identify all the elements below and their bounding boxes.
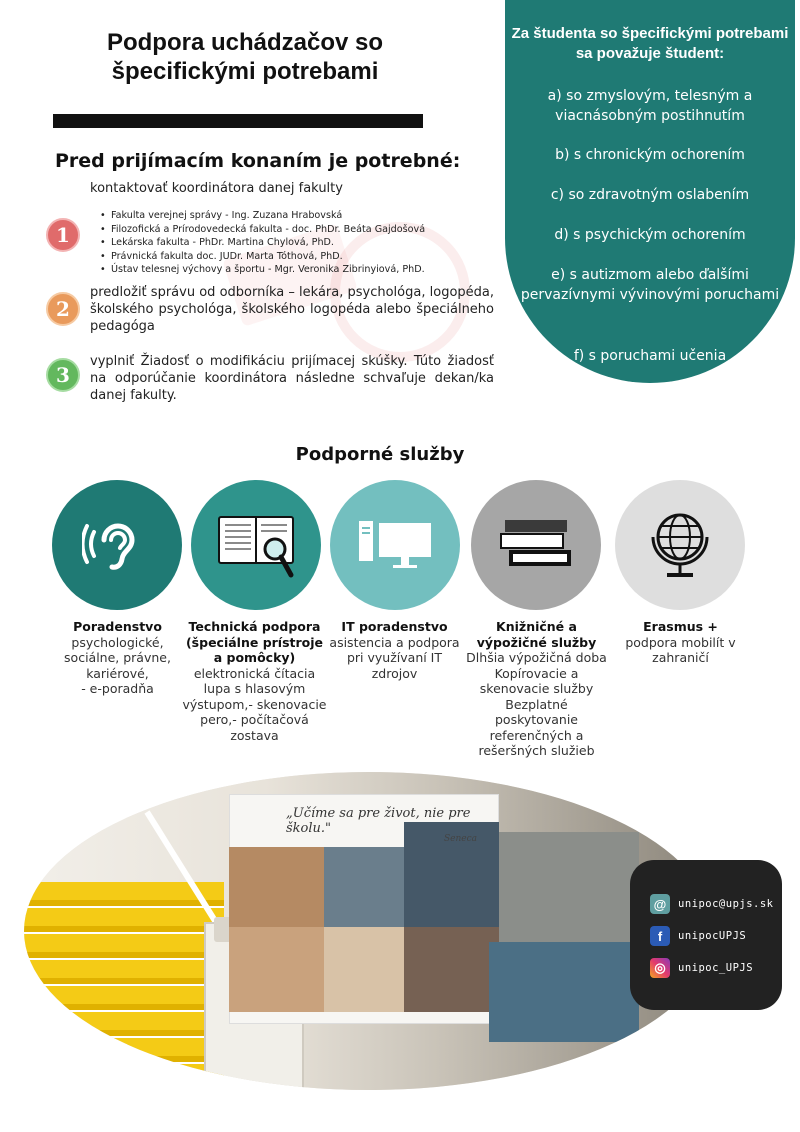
service-desc-line: skenovacie služby (479, 681, 594, 696)
service-desc-line: podpora mobilít v (625, 634, 736, 650)
photo-tile (324, 927, 404, 1012)
contact-box (630, 860, 782, 1010)
service-desc-line: referenčných a (489, 727, 584, 743)
service-desc-line: elektronická čítacia (193, 665, 316, 681)
step-number-2-badge: 2 (46, 292, 80, 326)
services-title: Podporné služby (295, 444, 465, 465)
photo-tile (229, 847, 324, 927)
before-admission-heading: Pred prijímacím konaním je potrebné: (55, 150, 461, 172)
book-magnifier-icon (191, 480, 321, 610)
faculty-item: • Lekárska fakulta - PhDr. Martina Chylová, PhD. (100, 236, 425, 250)
photo-tile (499, 832, 639, 942)
wall-quote: „Učíme sa pre život, nie pre školu." (286, 806, 471, 836)
service-desc-line: kariérové, (86, 665, 149, 681)
service-erasmus (608, 619, 753, 666)
service-desc-line: sociálne, právne, (64, 650, 171, 665)
service-counseling (45, 619, 190, 697)
books-stack-icon (471, 480, 601, 610)
definition-item: f) s poruchami učenia (573, 348, 727, 364)
contact-facebook-row[interactable] (650, 926, 746, 946)
step-1-intro: kontaktovať koordinátora danej fakulty (90, 181, 343, 196)
service-desc-line: Bezplatné poskytovanie (495, 696, 578, 727)
service-it-counseling (322, 619, 467, 681)
photo-yellow-stairs (24, 882, 224, 1090)
step-3-text: vyplniť Žiadosť o modifikáciu prijímacej skúšky. Túto žiadosť na odporúčanie koordinátora následne schvaľuje dekan/ka danej fakulty. (90, 354, 494, 403)
definition-item: a) so zmyslovým, telesným a viacnásobným postihnutím (547, 88, 753, 124)
facebook-icon: f (650, 926, 670, 946)
service-desc-line: psychologické, (71, 634, 164, 650)
service-title: Knižničné a výpožičné služby (476, 619, 597, 650)
instagram-icon: ◎ (650, 958, 670, 978)
definition-item: b) s chronickým ochorením (555, 147, 745, 163)
definition-item: d) s psychickým ochorením (554, 227, 746, 243)
step-number-3-badge: 3 (46, 358, 80, 392)
ear-icon (52, 480, 182, 610)
service-technical-support (182, 619, 327, 743)
service-desc-line: Kopírovacie a (494, 665, 579, 681)
service-desc-line: rešeršných služieb (478, 743, 595, 758)
definition-item: c) so zdravotným oslabením (550, 187, 750, 203)
step-2-text: predložiť správu od odborníka – lekára, psychológa, logopéda, školského psychológa, školského logopéda alebo špeciálneho pedagóga (90, 285, 494, 334)
step-number-1-badge: 1 (46, 218, 80, 252)
service-title: IT poradenstvo (341, 619, 448, 634)
title-line-1: Podpora uchádzačov so (106, 29, 384, 56)
faculty-coordinator-list (100, 209, 425, 277)
service-desc-line: pri využívaní IT (346, 650, 443, 665)
building-interior-photo (24, 772, 714, 1090)
service-desc-line: zdrojov (371, 665, 418, 681)
faculty-item: • Ústav telesnej výchovy a športu - Mgr. Veronika Zibrinyiová, PhD. (100, 263, 425, 277)
service-desc-line: zostava (230, 727, 279, 743)
faculty-item: • Právnická fakulta doc. JUDr. Marta Tóthová, PhD. (100, 250, 425, 264)
contact-facebook[interactable]: unipocUPJS (678, 930, 747, 942)
photo-tile (489, 942, 639, 1042)
contact-instagram[interactable]: unipoc_UPJS (678, 962, 754, 974)
definition-heading: Za študenta so špecifickými potrebami sa považuje študent: (511, 25, 789, 62)
globe-icon (615, 480, 745, 610)
service-desc-line: pero,- počítačová (200, 712, 309, 727)
page-title (60, 28, 430, 86)
service-desc-line: Dlhšia výpožičná doba (466, 650, 607, 665)
faculty-item: • Fakulta verejnej správy - Ing. Zuzana Hrabovská (100, 209, 425, 223)
service-desc-line: zahraničí (652, 650, 709, 665)
service-library (464, 619, 609, 759)
email-icon: @ (650, 894, 670, 914)
service-title: Technická podpora (špeciálne prístroje a pomôcky) (185, 619, 324, 665)
photo-tile (229, 927, 324, 1012)
faculty-item: • Filozofická a Prírodovedecká fakulta - doc. PhDr. Beáta Gajdošová (100, 223, 425, 237)
service-desc-line: lupa s hlasovým (203, 681, 306, 696)
definition-panel (505, 0, 795, 383)
contact-email-row[interactable] (650, 894, 774, 914)
service-title: Erasmus + (643, 619, 718, 634)
service-title: Poradenstvo (73, 619, 162, 634)
service-desc-line: - e-poradňa (81, 681, 154, 696)
wall-quote-author: Seneca (444, 834, 478, 844)
title-underline-bar (53, 114, 423, 128)
service-desc-line: asistencia a podpora (329, 634, 460, 650)
service-desc-line: výstupom,- skenovacie (182, 696, 327, 712)
contact-instagram-row[interactable] (650, 958, 753, 978)
computer-icon (330, 480, 460, 610)
contact-email[interactable]: unipoc@upjs.sk (678, 898, 774, 910)
photo-tile (404, 927, 499, 1012)
title-line-2: špecifickými potrebami (111, 58, 379, 85)
photo-tile (324, 847, 404, 927)
definition-item: e) s autizmom alebo ďalšími pervazívnymi vývinovými poruchami (520, 267, 780, 303)
